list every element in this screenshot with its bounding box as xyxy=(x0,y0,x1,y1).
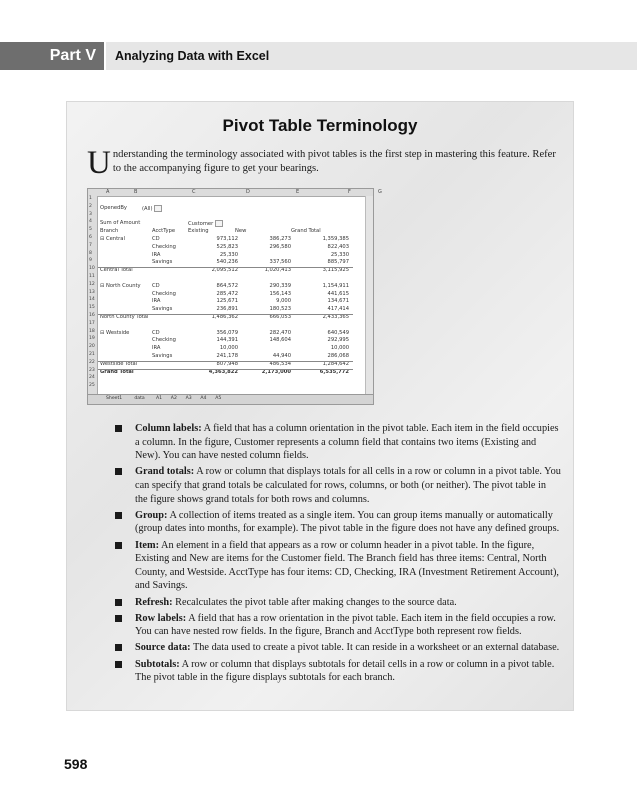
row-number: 16 xyxy=(89,313,95,318)
term-name: Subtotals: xyxy=(135,658,180,670)
new-header: New xyxy=(235,228,247,235)
row-number: 17 xyxy=(89,320,95,326)
term-definition: A field that has a column orientation in the pivot table. Each item in the field occupies a column. In the figure, Customer represents a column field that contains two items (Existing and New). You can have nested column fields. xyxy=(135,423,559,462)
accttype-cell: Checking xyxy=(152,337,176,344)
drop-cap: U xyxy=(87,145,111,181)
sheet-tab[interactable]: A1 xyxy=(156,396,163,401)
subtotal-rule xyxy=(98,314,353,315)
existing-value: 236,891 xyxy=(216,306,238,313)
row-number: 4 xyxy=(89,219,92,225)
existing-value: 25,330 xyxy=(219,251,238,258)
vertical-scrollbar xyxy=(365,196,373,396)
part-label: Part V xyxy=(0,42,104,70)
accttype-cell: Checking xyxy=(152,243,176,250)
sheet-tab[interactable]: data xyxy=(134,396,145,401)
term-name: Group: xyxy=(135,509,168,521)
total-value: 286,068 xyxy=(327,353,349,359)
term-name: Refresh: xyxy=(135,596,173,608)
row-number: 21 xyxy=(89,352,95,357)
grand-total-rule xyxy=(98,369,353,370)
total-value: 25,330 xyxy=(330,251,349,258)
sheet-tab[interactable]: A5 xyxy=(215,396,222,401)
existing-header: Existing xyxy=(188,228,209,235)
pivot-table-figure xyxy=(87,188,382,405)
new-value: 156,143 xyxy=(269,290,291,297)
sheet-tabs xyxy=(88,394,373,404)
existing-value: 540,236 xyxy=(216,259,238,266)
accttype-cell: Checking xyxy=(152,290,176,297)
term-item xyxy=(115,641,561,655)
term-item xyxy=(115,422,561,463)
column-letter: F xyxy=(348,189,351,195)
accttype-cell: CD xyxy=(152,282,160,289)
new-value: 9,000 xyxy=(276,298,291,305)
accttype-cell: IRA xyxy=(152,345,161,352)
row-number: 5 xyxy=(89,227,92,233)
term-definition: A row or column that displays totals for all cells in a row or column in a pivot table. You can specify that grand totals be calculated for rows, columns, or both (or neither). The pivot table in the figure shows grand totals for both rows and columns. xyxy=(135,466,561,505)
accttype-cell: CD xyxy=(152,236,160,242)
row-number: 20 xyxy=(89,344,95,350)
row-number: 8 xyxy=(89,250,92,256)
bullet-square-icon xyxy=(115,512,122,519)
grand-existing: 4,363,822 xyxy=(208,368,238,375)
term-item xyxy=(115,658,561,685)
subtotal-new: 666,053 xyxy=(269,314,291,320)
accttype-cell: Savings xyxy=(152,353,173,359)
existing-value: 241,178 xyxy=(216,353,238,359)
bullet-square-icon xyxy=(115,644,122,651)
existing-value: 144,391 xyxy=(216,337,238,344)
total-value: 292,995 xyxy=(327,337,349,344)
new-value: 282,470 xyxy=(269,329,291,336)
sheet-tab[interactable]: A4 xyxy=(200,396,207,401)
subtotal-new: 486,534 xyxy=(269,360,291,367)
row-number: 11 xyxy=(89,274,95,279)
total-value: 1,154,911 xyxy=(322,282,349,289)
branch-label: ⊟ Westside xyxy=(100,329,130,336)
column-letter: B xyxy=(134,189,138,195)
subtotal-rule xyxy=(98,361,353,362)
new-value: 386,273 xyxy=(269,236,291,242)
subtotal-total: 1,284,642 xyxy=(322,360,349,367)
term-item xyxy=(115,596,561,610)
row-number: 12 xyxy=(89,281,95,287)
new-value: 44,940 xyxy=(272,353,291,359)
row-number: 7 xyxy=(89,242,92,248)
filter-label: OpenedBy xyxy=(100,204,127,211)
bullet-square-icon xyxy=(115,542,122,549)
grand-new: 2,173,000 xyxy=(261,368,291,375)
term-item xyxy=(115,612,561,639)
row-number: 9 xyxy=(89,258,92,264)
row-number: 10 xyxy=(89,266,95,272)
column-letter: G xyxy=(378,189,382,195)
row-number: 1 xyxy=(89,196,92,201)
sum-label: Sum of Amount xyxy=(100,220,141,227)
branch-header: Branch xyxy=(100,228,119,235)
row-number: 18 xyxy=(89,328,95,334)
row-number-bar xyxy=(88,196,98,396)
row-number: 23 xyxy=(89,367,95,373)
new-value: 290,339 xyxy=(269,282,291,289)
subtotal-total: 3,115,925 xyxy=(322,267,349,274)
term-definition: An element in a field that appears as a row or column header in a pivot table. In the figure, Existing and New are items for the Customer field. The Branch field has three items: Central, North County, and Westside. AcctType has four items: CD, Checking, IRA (Investment Retirement Account), and Savings. xyxy=(135,539,559,592)
column-letter: D xyxy=(246,189,250,195)
existing-value: 125,671 xyxy=(216,298,238,305)
terms-list xyxy=(115,422,561,687)
term-name: Item: xyxy=(135,539,160,551)
existing-value: 864,572 xyxy=(216,282,238,289)
term-name: Source data: xyxy=(135,642,191,654)
intro-paragraph xyxy=(87,145,561,181)
sheet-tab[interactable]: A3 xyxy=(185,396,192,401)
row-number: 25 xyxy=(89,383,95,389)
row-number: 14 xyxy=(89,297,95,303)
term-item xyxy=(115,509,561,536)
intro-text: nderstanding the terminology associated with pivot tables is the first step in mastering this feature. Refer to the accompanying figure to get your bearings. xyxy=(112,149,556,174)
sidebar-title: Pivot Table Terminology xyxy=(222,116,418,135)
row-number: 19 xyxy=(89,336,95,342)
existing-value: 356,079 xyxy=(216,329,238,336)
column-letter: C xyxy=(192,189,196,195)
accttype-cell: IRA xyxy=(152,298,161,305)
filter-value: (All) xyxy=(142,205,162,213)
customer-label: Customer xyxy=(188,220,223,228)
existing-value: 525,823 xyxy=(216,243,238,250)
running-header xyxy=(0,42,637,70)
total-value: 822,403 xyxy=(327,243,349,250)
sheet-tab[interactable]: A2 xyxy=(170,396,177,401)
customer-dropdown-icon xyxy=(215,220,223,227)
total-value: 441,615 xyxy=(327,290,349,297)
part-title: Analyzing Data with Excel xyxy=(106,42,637,70)
accttype-cell: Savings xyxy=(152,259,173,266)
row-number: 13 xyxy=(89,289,95,295)
grand-total-label: Grand Total xyxy=(100,368,134,375)
total-value: 1,359,385 xyxy=(322,236,349,242)
branch-label: ⊟ Central xyxy=(100,236,125,242)
subtotal-total: 2,433,365 xyxy=(322,314,349,320)
existing-value: 10,000 xyxy=(219,345,238,352)
term-definition: A field that has a row orientation in the pivot table. Each item in the field occupies a row. You can have nested row fields. In the figure, Branch and AcctType both represent row fields. xyxy=(135,612,556,638)
accttype-cell: IRA xyxy=(152,251,161,258)
row-number: 2 xyxy=(89,203,92,209)
sidebar-box xyxy=(66,101,574,711)
row-number: 3 xyxy=(89,211,92,217)
new-value: 337,560 xyxy=(269,259,291,266)
term-item xyxy=(115,539,561,593)
subtotal-existing: 807,948 xyxy=(216,360,238,367)
term-name: Column labels: xyxy=(135,423,202,434)
subtotal-existing: 1,486,362 xyxy=(211,314,238,320)
subtotal-label: Central Total xyxy=(100,267,133,274)
existing-value: 973,112 xyxy=(216,236,238,242)
subtotal-label: Westside Total xyxy=(100,360,138,367)
column-letter: E xyxy=(296,189,300,195)
grand-total-header: Grand Total xyxy=(291,228,321,235)
bullet-square-icon xyxy=(115,615,122,622)
subtotal-existing: 2,095,512 xyxy=(211,267,238,274)
subtotal-rule xyxy=(98,267,353,268)
bullet-square-icon xyxy=(115,661,122,668)
accttype-cell: CD xyxy=(152,329,160,336)
term-definition: A collection of items treated as a single item. You can group items manually or automatically (group dates into months, for example). The pivot table in the figure does not have any defined groups. xyxy=(135,509,560,535)
term-definition: Recalculates the pivot table after making changes to the source data. xyxy=(175,596,457,608)
page-number: 598 xyxy=(64,756,88,772)
bullet-square-icon xyxy=(115,468,122,475)
bullet-square-icon xyxy=(115,599,122,606)
total-value: 10,000 xyxy=(330,345,349,352)
total-value: 885,797 xyxy=(327,259,349,266)
branch-label: ⊟ North County xyxy=(100,282,141,289)
total-value: 640,549 xyxy=(327,329,349,336)
column-letter: A xyxy=(106,189,110,195)
total-value: 134,671 xyxy=(327,298,349,305)
subtotal-new: 1,020,413 xyxy=(264,267,291,274)
accttype-cell: Savings xyxy=(152,306,173,313)
column-header-bar xyxy=(88,189,382,197)
new-value: 148,604 xyxy=(269,337,291,344)
term-item xyxy=(115,465,561,506)
term-definition: A row or column that displays subtotals for detail cells in a row or column in a pivot table. The pivot table in the figure displays subtotals for each branch. xyxy=(135,658,555,684)
row-number: 22 xyxy=(89,359,95,365)
total-value: 417,414 xyxy=(327,306,349,313)
new-value: 180,523 xyxy=(269,306,291,313)
row-number: 15 xyxy=(89,305,95,311)
row-number: 6 xyxy=(89,235,92,240)
filter-dropdown-icon xyxy=(154,205,162,212)
existing-value: 285,472 xyxy=(216,290,238,297)
term-name: Grand totals: xyxy=(135,466,195,478)
term-name: Row labels: xyxy=(135,612,187,624)
sheet-tab[interactable]: Sheet1 xyxy=(106,396,123,401)
row-number: 24 xyxy=(89,375,95,381)
term-definition: The data used to create a pivot table. It can reside in a worksheet or an external database. xyxy=(192,642,560,654)
grand-total-value: 6,535,772 xyxy=(319,368,349,375)
new-value: 296,580 xyxy=(269,243,291,250)
accttype-header: AcctType xyxy=(152,228,176,235)
subtotal-label: North County Total xyxy=(100,314,149,320)
bullet-square-icon xyxy=(115,425,122,432)
